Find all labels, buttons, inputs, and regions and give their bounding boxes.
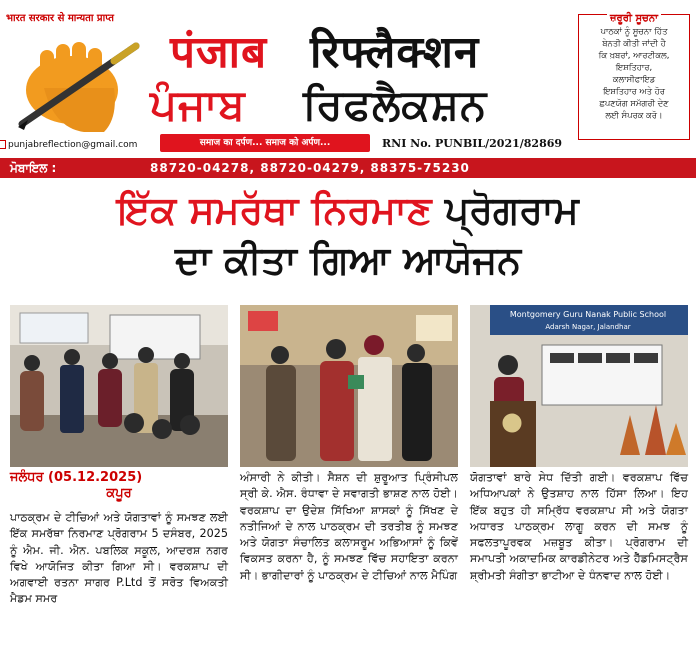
tagline-banner: समाज का दर्पण... समाज को अर्पण... [160,134,370,152]
banner-school-address: Adarsh Nagar, Jalandhar [545,323,631,331]
photo-presentation [470,305,688,467]
notice-title: ਜ਼ਰੂਰੀ ਸੂਚਨਾ [607,13,661,24]
email-address[interactable]: punjabreflection@gmail.com [8,140,138,150]
mobile-label: ਮੋਬਾਇਲ : [10,161,57,175]
notice-body: ਪਾਠਕਾਂ ਨੂੰ ਸੂਚਨਾ ਹਿੱਤ ਬੇਨਤੀ ਕੀਤੀ ਜਾਂਦੀ ਹੈ ਕਿ ਖ਼ਬਰਾਂ, ਆਰਟੀਕਲ, ਇਸ਼ਤਿਹਾਰ, ਕਲਾਸੀਫਾਇਡ ਇਸ਼ਤਿਹਾਰ ਅਤੇ ਹੋਰ ਛਪਣਯੋਗ ਸਮੱਗਰੀ ਦੇਣ ਲਈ ਸੰਪਰਕ ਕਰੋ। [598,26,670,120]
title-punjabi-black: ਰਿਫਲੈਕਸ਼ਨ [303,80,488,129]
article-column-1 [10,470,228,608]
headline-black-text: ਪ੍ਰੋਗਰਾਮ [444,188,579,232]
headline-red-text: ਇੱਕ ਸਮਰੱਥਾ ਨਿਰਮਾਣ [117,188,432,232]
title-punjabi-red: ਪੰਜਾਬ [150,80,246,129]
hand-with-pen-logo [14,28,142,138]
notice-box [578,14,690,140]
title-hindi-red: पंजाब [170,27,268,78]
rni-number: RNI No. PUNBIL/2021/82869 [382,137,563,150]
masthead [0,0,696,158]
article-column-3 [470,470,688,584]
recognition-label: भारत सरकार से मान्यता प्राप्त [6,13,114,24]
dateline: ਜਲੰਧਰ (05.12.2025) [10,470,143,485]
email-line [8,140,137,150]
photo-group-staff [10,305,228,467]
headline-line-2: ਦਾ ਕੀਤਾ ਗਿਆ ਆਯੋਜਨ [174,238,522,282]
mail-icon [0,140,6,149]
banner-school-name: Montgomery Guru Nanak Public School [509,310,667,319]
headline-line-1 [0,186,696,234]
byline: ਕਪੂਰ [106,486,132,501]
photo-felicitation [240,305,458,467]
article-paragraph-2: ਅੰਸਾਰੀ ਨੇ ਕੀਤੀ। ਸੈਸ਼ਨ ਦੀ ਸ਼ੁਰੂਆਤ ਪ੍ਰਿੰਸੀਪਲ ਸ੍ਰੀ ਕੇ. ਐਸ. ਰੰਧਾਵਾ ਦੇ ਸਵਾਗਤੀ ਭਾਸ਼ਣ ਨਾਲ ਹੋਈ। ਵਰਕਸ਼ਾਪ ਦਾ ਉਦੇਸ਼ ਸਿੱਖਿਆ ਸ਼ਾਸਕਾਂ ਨੂੰ ਸਿੱਖਣ ਦੇ ਨਤੀਜਿਆਂ ਦੇ ਨਾਲ ਪਾਠਕ੍ਰਮ ਦੀ ਤਰਤੀਬ ਨੂੰ ਸਮਝਣ ਅਤੇ ਯੋਗਤਾ ਸੰਚਾਲਿਤ ਕਲਾਸਰੂਮ ਅਭਿਆਸਾਂ ਨੂੰ ਕਿਵੇਂ ਵਿਕਸਤ ਕਰਨਾ ਹੈ, ਨੂੰ ਸਮਝਣ ਵਿੱਚ ਸਹਾਇਤਾ ਕਰਨਾ ਸੀ। ਭਾਗੀਦਾਰਾਂ ਨੂੰ ਪਾਠਕ੍ਰਮ ਦੇ ਟੀਚਿਆਂ ਨਾਲ ਮੈਪਿੰਗ [240,471,458,582]
mobile-numbers: 88720-04278, 88720-04279, 88375-75230 [150,161,470,175]
title-hindi-black: रिफ्लैक्शन [310,27,480,78]
article-paragraph-1: ਪਾਠਕ੍ਰਮ ਦੇ ਟੀਚਿਆਂ ਅਤੇ ਯੋਗਤਾਵਾਂ ਨੂੰ ਸਮਝਣ ਲਈ ਇੱਕ ਸਮਰੱਥਾ ਨਿਰਮਾਣ ਪ੍ਰੋਗਰਾਮ 5 ਦਸੰਬਰ, 2025 ਨੂੰ ਐਮ. ਜੀ. ਐਨ. ਪਬਲਿਕ ਸਕੂਲ, ਆਦਰਸ਼ ਨਗਰ ਵਿਖੇ ਆਯੋਜਿਤ ਕੀਤਾ ਗਿਆ ਸੀ। ਵਰਕਸ਼ਾਪ ਦੀ ਅਗਵਾਈ ਰਤਨਾ ਸਾਗਰ P.Ltd ਤੋਂ ਸਰੋਤ ਵਿਅਕਤੀ ਮੈਡਮ ਸਮਰ [10,511,228,606]
article-paragraph-3: ਯੋਗਤਾਵਾਂ ਬਾਰੇ ਸੇਧ ਦਿੱਤੀ ਗਈ। ਵਰਕਸ਼ਾਪ ਵਿੱਚ ਅਧਿਆਪਕਾਂ ਨੇ ਉਤਸ਼ਾਹ ਨਾਲ ਹਿੱਸਾ ਲਿਆ। ਇਹ ਇੱਕ ਬਹੁਤ ਹੀ ਸਮ੍ਰਿੱਧ ਵਰਕਸ਼ਾਪ ਸੀ ਅਤੇ ਯੋਗਤਾ ਅਧਾਰਤ ਪਾਠਕ੍ਰਮ ਲਾਗੂ ਕਰਨ ਦੀ ਸਮਝ ਨੂੰ ਸਫਲਤਾਪੂਰਵਕ ਮਜ਼ਬੂਤ ਕੀਤਾ। ਪ੍ਰੋਗਰਾਮ ਦੀ ਸਮਾਪਤੀ ਅਕਾਦਮਿਕ ਕਾਰਡੀਨੇਟਰ ਅਤੇ ਹੈੱਡਮਿਸਟ੍ਰੈਸ ਸ਼੍ਰੀਮਤੀ ਸੰਗੀਤਾ ਭਾਟੀਆ ਦੇ ਧੰਨਵਾਦ ਨਾਲ ਹੋਈ। [470,471,688,582]
contact-bar [0,158,696,178]
article-column-2 [240,470,458,584]
